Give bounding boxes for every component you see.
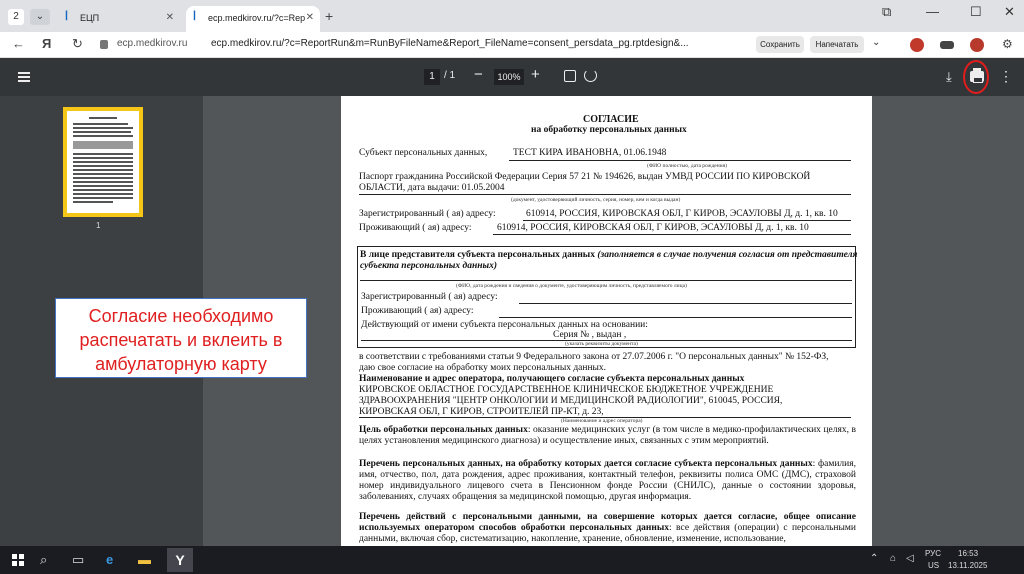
tab-close-icon[interactable]: ✕ [305, 12, 314, 23]
underline [359, 194, 851, 195]
passport-line1: Паспорт гражданина Российской Федерации Серия 57 21 № 194626, выдан УМВД РОССИИ ПО КИРОВСКОЙ [359, 172, 811, 182]
page-thumbnail[interactable] [63, 107, 143, 217]
bookmarks-icon[interactable]: ⧉ [882, 4, 892, 19]
passport-hint: (документ, удостоверяющий личность, серия, номер, кем и когда выдан) [511, 197, 681, 203]
zoom-out-button[interactable]: − [474, 66, 483, 83]
underline [360, 280, 852, 281]
underline [493, 234, 851, 235]
subject-value: ТЕСТ КИРА ИВАНОВНА, 01.06.1948 [513, 148, 667, 158]
tab-count-badge[interactable]: 2 [8, 9, 24, 25]
language-indicator[interactable]: РУС [925, 549, 942, 558]
page-total: / 1 [444, 70, 456, 81]
taskbar [0, 546, 1024, 574]
data-list-paragraph: Перечень персональных данных, на обработку которых дается согласие субъекта персональных данных: фамилия, имя, отчество, пол, дата рождения, адрес проживания, контактный телефон, реквизиты полиса ОМС (ДМС), страховой номер индивидуального лицевого счета в Пенсионном фонде России (СНИЛС), данные о состоянии здоровья, заболеваниях, случаях обращения за медицинской помощью, другая информация. [359, 459, 856, 502]
operator-line3: КИРОВСКАЯ ОБЛ, Г КИРОВ, СТРОИТЕЛЕЙ ПР-КТ, д. 23, [359, 407, 604, 417]
zoom-input[interactable]: 100% [494, 69, 524, 85]
menu-icon[interactable] [18, 72, 30, 82]
lock-icon[interactable] [100, 40, 108, 49]
maximize-icon[interactable]: ☐ [970, 4, 982, 19]
clock-date[interactable]: 13.11.2025 [948, 561, 988, 570]
chevron-down-icon[interactable]: ⌄ [872, 37, 881, 48]
edge-browser-icon[interactable]: e [106, 552, 114, 567]
search-icon[interactable]: ⌕ [40, 552, 48, 567]
tab-title: ecp.medkirov.ru/?c=Rep [208, 13, 306, 23]
subject-label: Субъект персональных данных, [359, 148, 488, 158]
registered-label: Зарегистрированный ( ая) адресу: [359, 209, 496, 219]
document-title: СОГЛАСИЕ [583, 114, 639, 125]
purpose-paragraph: Цель обработки персональных данных: оказание медицинских услуг (в том числе в медико-профилактических целях, в целях установления медицинского диагноза) и осуществление иных, связанных с этим мероприятий. [359, 425, 856, 446]
underline [509, 160, 851, 161]
tab-title: ЕЦП [80, 13, 100, 23]
yandex-browser-taskbar-icon[interactable]: Y [167, 548, 193, 572]
minimize-icon[interactable]: — [926, 4, 939, 19]
rep-acting: Действующий от имени субъекта персональных данных на основании: [361, 320, 648, 330]
language-indicator-sub: US [928, 561, 940, 570]
operator-line1: КИРОВСКОЕ ОБЛАСТНОЕ ГОСУДАРСТВЕННОЕ КЛИНИЧЕСКОЕ БЮДЖЕТНОЕ УЧРЕЖДЕНИЕ [359, 385, 774, 395]
gear-icon[interactable]: ⚙ [1002, 37, 1013, 51]
law-line2: даю свое согласие на обработку моих персональных данных. [359, 363, 607, 373]
pdf-toolbar [0, 58, 1024, 96]
ecp-favicon-icon: ꟾ [193, 12, 196, 23]
instruction-callout: Согласие необходимо распечатать и вклеить в амбулаторную карту [55, 298, 307, 378]
tab-report[interactable] [186, 6, 320, 32]
operator-line2: ЗДРАВООХРАНЕНИЯ "ЦЕНТР ОНКОЛОГИИ И МЕДИЦИНСКОЙ РАДИОЛОГИИ", 610045, РОССИЯ, [359, 396, 783, 406]
rep-hint: (ФИО, дата рождения и сведения о документе, удостоверяющим личность, представляемого лица) [456, 283, 687, 289]
address-bar [0, 32, 1024, 58]
print-page-button[interactable]: Напечатать [810, 36, 864, 53]
underline [523, 220, 851, 221]
law-line1: в соответствии с требованиями статьи 9 Федерального закона от 27.07.2006 г. "О персональных данных" № 152-ФЗ, [359, 352, 829, 362]
download-icon[interactable]: ⤓ [946, 69, 952, 84]
living-value: 610914, РОССИЯ, КИРОВСКАЯ ОБЛ, Г КИРОВ, ЭСАУЛОВЫ Д, д. 1, кв. 10 [497, 223, 809, 233]
living-label: Проживающий ( ая) адресу: [359, 223, 472, 233]
underline [499, 317, 852, 318]
rep-registered: Зарегистрированный ( ая) адресу: [361, 292, 498, 302]
ecp-favicon-icon: ꟾ [65, 12, 68, 23]
passport-line2: ОБЛАСТИ, дата выдачи: 01.05.2004 [359, 183, 505, 193]
rep-heading-cont: субъекта персональных данных) [360, 261, 498, 271]
rep-living: Проживающий ( ая) адресу: [361, 306, 474, 316]
rep-heading: В лице представителя субъекта персональных данных (заполняется в случае получения согласия от представителя [360, 250, 858, 260]
underline [519, 303, 852, 304]
chevron-up-icon[interactable]: ⌃ [870, 553, 879, 564]
registered-value: 610914, РОССИЯ, КИРОВСКАЯ ОБЛ, Г КИРОВ, ЭСАУЛОВЫ Д, д. 1, кв. 10 [526, 209, 838, 219]
thumbnail-page-number: 1 [96, 221, 101, 230]
extension-icon[interactable] [940, 41, 954, 49]
reload-icon[interactable]: ↻ [72, 36, 83, 51]
page-number-input[interactable]: 1 [424, 69, 440, 85]
clock-time[interactable]: 16:53 [958, 549, 979, 558]
tab-close-icon[interactable]: ✕ [165, 12, 174, 23]
windows-start-icon[interactable] [12, 554, 24, 566]
task-view-icon[interactable]: ▭ [72, 552, 85, 567]
document-subtitle: на обработку персональных данных [531, 125, 687, 135]
subject-hint: (ФИО полностью, дата рождения) [647, 163, 727, 169]
back-arrow-icon[interactable]: ← [12, 36, 25, 51]
actions-paragraph: Перечень действий с персональными данными, на совершение которых дается согласие, общее описание используемых оператором способов обработки персональных данных: все действия (операции) с персональными данными, включая сбор, систематизацию, накопление, хранение, обновление, изменение, использование, [359, 512, 856, 544]
tab-ecp[interactable] [58, 6, 180, 32]
volume-icon[interactable]: ◁ [906, 553, 914, 564]
highlight-ring [963, 60, 989, 94]
network-icon[interactable]: ⌂ [890, 553, 897, 564]
tab-list-chevron-icon[interactable]: ⌄ [30, 9, 50, 25]
rep-series: Серия № , выдан , [553, 330, 627, 340]
extension-icon[interactable] [970, 38, 984, 52]
rep-series-hint: (указать реквизиты документа) [565, 341, 638, 347]
extension-icon[interactable] [910, 38, 924, 52]
fit-page-icon[interactable] [564, 70, 576, 82]
url-host[interactable]: ecp.medkirov.ru [117, 38, 188, 49]
close-window-icon[interactable]: ✕ [1004, 4, 1015, 19]
zoom-in-button[interactable]: + [531, 66, 540, 83]
document-page [341, 96, 872, 556]
file-explorer-icon[interactable]: ▬ [138, 552, 151, 567]
yandex-logo-icon[interactable]: Я [42, 36, 52, 51]
save-button[interactable]: Сохранить [756, 36, 804, 53]
operator-heading: Наименование и адрес оператора, получающего согласие субъекта персональных данных [359, 374, 745, 384]
new-tab-button[interactable]: + [325, 8, 334, 24]
operator-hint: (Наименование и адрес оператора) [561, 418, 643, 424]
tab-bar [0, 0, 1024, 32]
more-options-icon[interactable]: ⋮ [999, 68, 1013, 84]
rotate-icon[interactable] [584, 69, 597, 82]
url-input[interactable]: ecp.medkirov.ru/?c=ReportRun&m=RunByFileName&Report_FileName=consent_persdata_pg.rptdesign&... [211, 38, 689, 49]
